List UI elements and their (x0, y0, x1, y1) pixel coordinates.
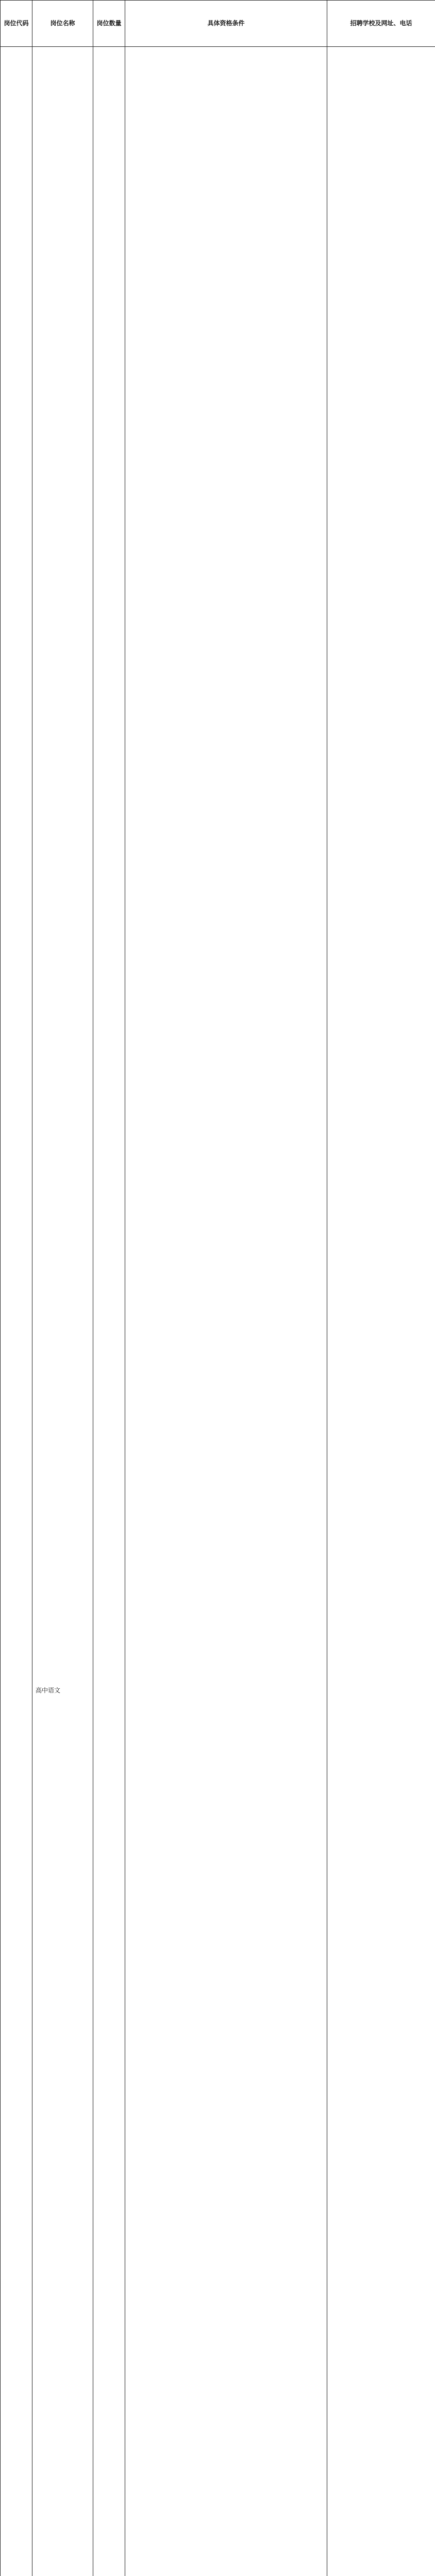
header-post-code: 岗位代码 (1, 1, 32, 47)
table-header-row (1, 1, 435, 47)
post-requirements (125, 47, 327, 2576)
header-post-name: 岗位名称 (32, 1, 93, 47)
post-code (1, 47, 32, 2576)
post-count (93, 47, 125, 2576)
header-school-contact: 招聘学校及网址、电话 (327, 1, 435, 47)
school-contact (327, 47, 435, 2576)
table-row (1, 47, 435, 2576)
header-post-count: 岗位数量 (93, 1, 125, 47)
post-name: 高中语文 (32, 47, 93, 2576)
header-requirements: 具体资格条件 (125, 1, 327, 47)
